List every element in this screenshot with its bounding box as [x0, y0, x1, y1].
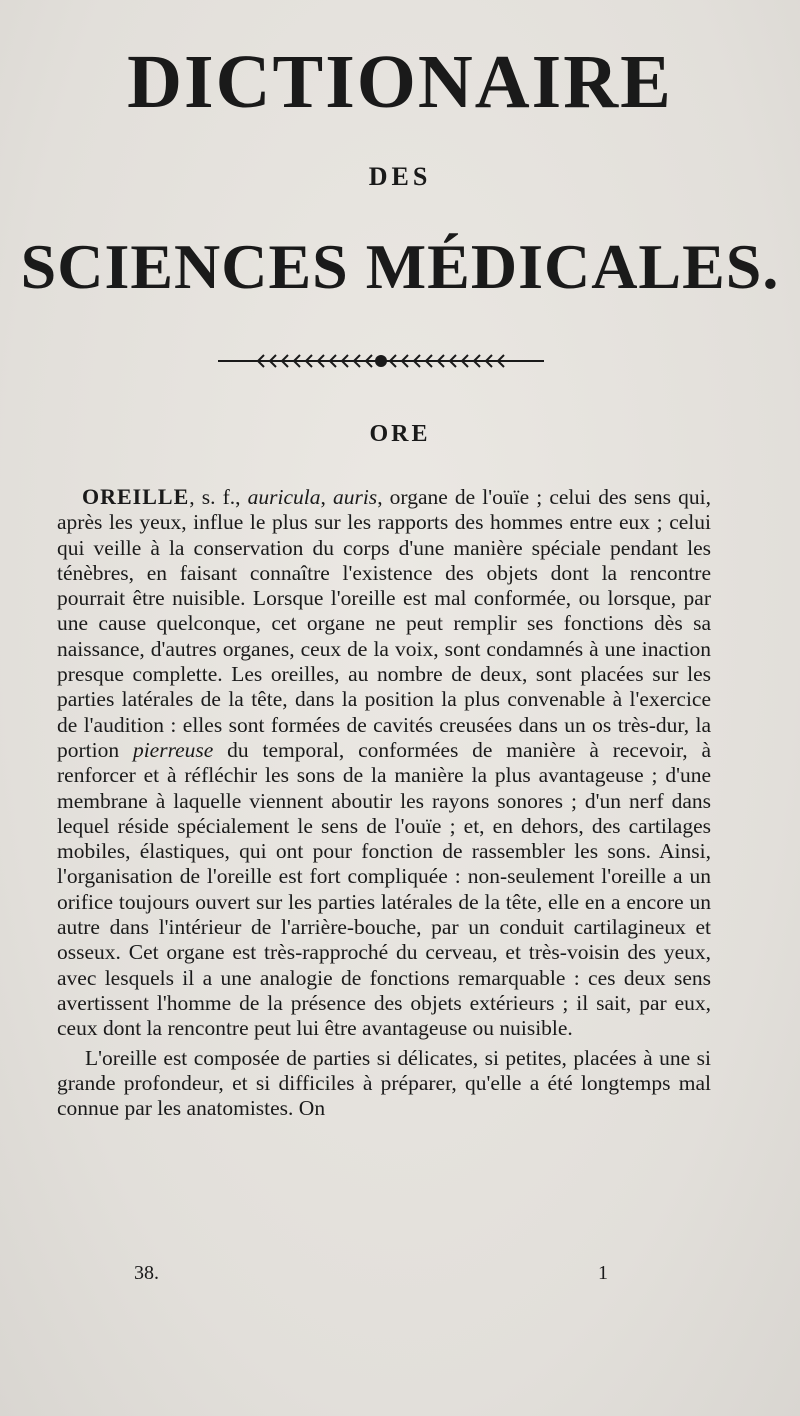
article-paragraph: L'oreille est composée de parties si délicates, si petites, placées à une si grande profondeur, et si difficiles à préparer, qu'elle a été longtemps mal connue par les anatomistes. On [57, 1045, 711, 1121]
signature-mark: 1 [598, 1262, 608, 1284]
volume-number: 38. [134, 1262, 159, 1284]
headword: OREILLE [82, 484, 190, 509]
latin-term: auris [332, 485, 378, 509]
article-paragraph [57, 484, 711, 1042]
text-run: , [320, 485, 333, 509]
laurel-rule-ornament-icon [218, 350, 544, 372]
text-run: du temporal, conformées de manière à recevoir, à renforcer et à réfléchir les sons de la manière la plus avantageuse ; d'une membrane à laquelle viennent aboutir les rayons sonores ; d'un nerf dans lequel réside spécialement le sens de l'ouïe ; et, en dehors, des cartilages mobiles, élastiques, qui ont pour fonction de rassembler les sons. Ainsi, l'organisation de l'oreille est fort compliquée : non-seulement l'oreille a un orifice toujours ouvert sur les parties latérales de la tête, elle en a encore un autre dans l'intérieur de l'arrière-bouche, par un conduit cartilagineux et osseux. Cet organe est très-rapproché du cerveau, et très-voisin des yeux, avec lesquels il a une analogie de fonctions remarquable : ces deux sens avertissent l'homme de la présence des objets extérieurs ; il sait, par eux, ceux dont la rencontre peut lui être avantageuse ou nuisible. [57, 737, 711, 1041]
article-body [57, 484, 711, 1121]
title-connector: DES [368, 162, 432, 191]
latin-term: auricula [247, 485, 321, 509]
text-run: , organe de l'ouïe ; celui des sens qui, après les yeux, influe le plus sur les rapports des hommes entre eux ; celui qui veille à la conservation du corps d'une manière spéciale pendant les ténèbres, en faisant connaître l'existence des objets dont la rencontre pourrait être nuisible. Lorsque l'oreille est mal conformée, ou lorsque, par une cause quelconque, cet organe ne peut remplir ses fonctions dès sa naissance, d'autres organes, ceux de la voix, sont condamnés à une inaction presque complette. Les oreilles, au nombre de deux, sont placées sur les parties latérales de la tête, dans la position la plus convenable à l'exercice de l'audition : elles sont formées de cavités creusées dans un os très-dur, la portion [57, 485, 711, 762]
text-run: , s. f., [189, 485, 248, 509]
section-heading: ORE [369, 421, 431, 447]
italic-term: pierreuse [132, 737, 214, 762]
page-subtitle: SCIENCES MÉDICALES. [20, 231, 780, 302]
page-title: DICTIONAIRE [127, 40, 673, 124]
